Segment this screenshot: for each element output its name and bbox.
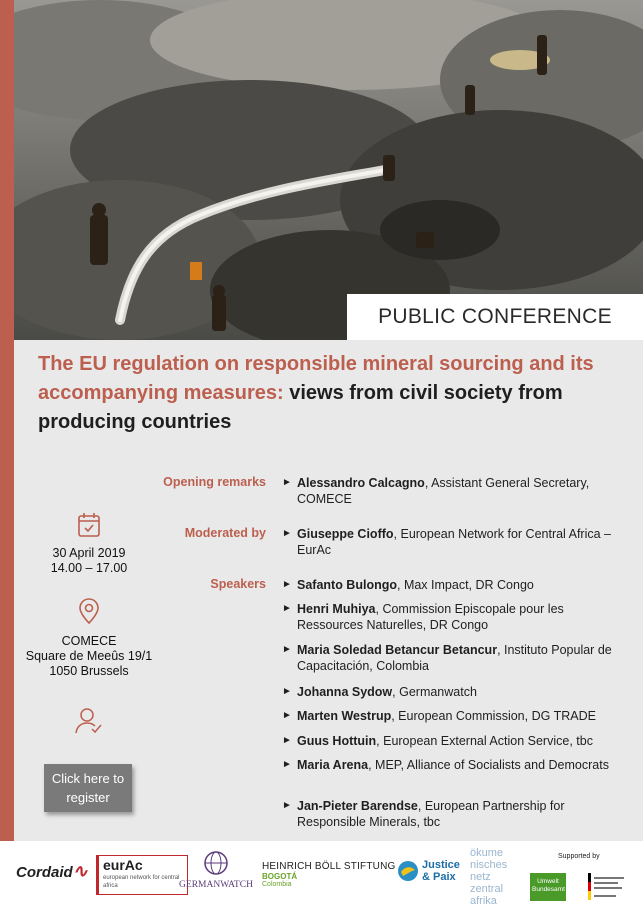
user-check-icon (75, 707, 103, 735)
speaker-role: , Germanwatch (392, 685, 477, 699)
opening-remarks-label: Opening remarks (163, 475, 266, 489)
triangle-bullet-icon: ► (282, 528, 292, 539)
triangle-bullet-icon: ► (282, 800, 292, 811)
speaker-item (282, 577, 627, 593)
speaker-name: Maria Arena (297, 758, 369, 772)
speaker-role: , Instituto Popular de Capacitación, Colombia (297, 643, 612, 673)
speaker-name: Giuseppe Cioffo (297, 527, 394, 541)
dove-icon (397, 860, 419, 882)
speaker-role: , European External Action Service, tbc (376, 734, 593, 748)
speaker-item (282, 708, 627, 724)
accent-bar (0, 340, 14, 841)
speaker-name: Marten Westrup (297, 709, 392, 723)
moderated-by-label: Moderated by (184, 526, 266, 540)
location-pin-icon (79, 598, 99, 624)
speaker-name: Johanna Sydow (297, 685, 393, 699)
mining-site-illustration (0, 0, 643, 340)
oekumenisches-netz-logo: ökume nisches netz zentral afrika (470, 847, 508, 907)
bmz-logo (588, 871, 628, 903)
umweltbundesamt-logo: Umwelt Bundesamt (530, 873, 566, 901)
speakers-label: Speakers (210, 577, 266, 591)
speaker-role: , MEP, Alliance of Socialists and Democrats (368, 758, 609, 772)
government-emblem-icon (588, 871, 628, 903)
speaker-item (282, 684, 627, 700)
venue-name: COMECE (61, 634, 117, 648)
event-info (14, 512, 164, 735)
speaker-item (282, 733, 627, 749)
eurac-logo: eurAc european network for central africa (96, 855, 188, 895)
moderator-item (282, 526, 627, 558)
calendar-icon (77, 512, 101, 538)
title-accent: The EU regulation on responsible mineral sourcing and its accompanying measures: (38, 353, 594, 404)
speaker-role: , European Partnership for Responsible Minerals, tbc (297, 799, 565, 829)
speaker-name: Maria Soledad Betancur Betancur (297, 643, 498, 657)
triangle-bullet-icon: ► (282, 477, 292, 488)
speaker-name: Henri Muhiya (297, 602, 376, 616)
title-rest: views from civil society from producing countries (38, 382, 563, 433)
speaker-role: , European Commission, DG TRADE (391, 709, 596, 723)
speaker-item (282, 757, 627, 773)
speaker-role: , Max Impact, DR Congo (397, 578, 534, 592)
speaker-role: , European Network for Central Africa – EurAc (297, 527, 611, 557)
public-conference-banner (347, 294, 643, 340)
register-button[interactable]: Click here to register (44, 764, 132, 812)
triangle-bullet-icon: ► (282, 644, 292, 655)
germanwatch-logo: GERMANWATCH (176, 851, 256, 890)
boell-logo: HEINRICH BÖLL STIFTUNG BOGOTÁ Colombia (262, 861, 396, 888)
cordaid-logo: Cordaid∿ (16, 861, 88, 881)
speaker-item (282, 798, 627, 830)
conference-title (38, 350, 628, 437)
triangle-bullet-icon: ► (282, 686, 292, 697)
accent-bar-top (0, 0, 14, 340)
triangle-bullet-icon: ► (282, 710, 292, 721)
triangle-bullet-icon: ► (282, 603, 292, 614)
event-time: 14.00 – 17.00 (50, 561, 128, 575)
venue-address-line2: 1050 Brussels (49, 664, 129, 678)
hero-photo (0, 0, 643, 340)
banner-label: PUBLIC CONFERENCE (378, 305, 612, 328)
speaker-name: Alessandro Calcagno (297, 476, 425, 490)
speaker-name: Jan-Pieter Barendse (297, 799, 418, 813)
venue-address-line1: Square de Meeûs 19/1 (25, 649, 153, 663)
supported-by-label: Supported by (558, 853, 600, 860)
speaker-item (282, 601, 627, 633)
speaker-name: Safanto Bulongo (297, 578, 397, 592)
justice-paix-logo: Justice & Paix (397, 859, 460, 883)
speaker-item (282, 642, 627, 674)
partner-logos (0, 841, 643, 911)
speaker-role: , Commission Episcopale pour les Ressources Naturelles, DR Congo (297, 602, 564, 632)
opening-remarks-item (282, 475, 627, 507)
triangle-bullet-icon: ► (282, 579, 292, 590)
speaker-role: , Assistant General Secretary, COMECE (297, 476, 590, 506)
triangle-bullet-icon: ► (282, 735, 292, 746)
event-date: 30 April 2019 (52, 546, 126, 560)
speaker-name: Guus Hottuin (297, 734, 377, 748)
globe-icon (202, 851, 230, 875)
triangle-bullet-icon: ► (282, 759, 292, 770)
